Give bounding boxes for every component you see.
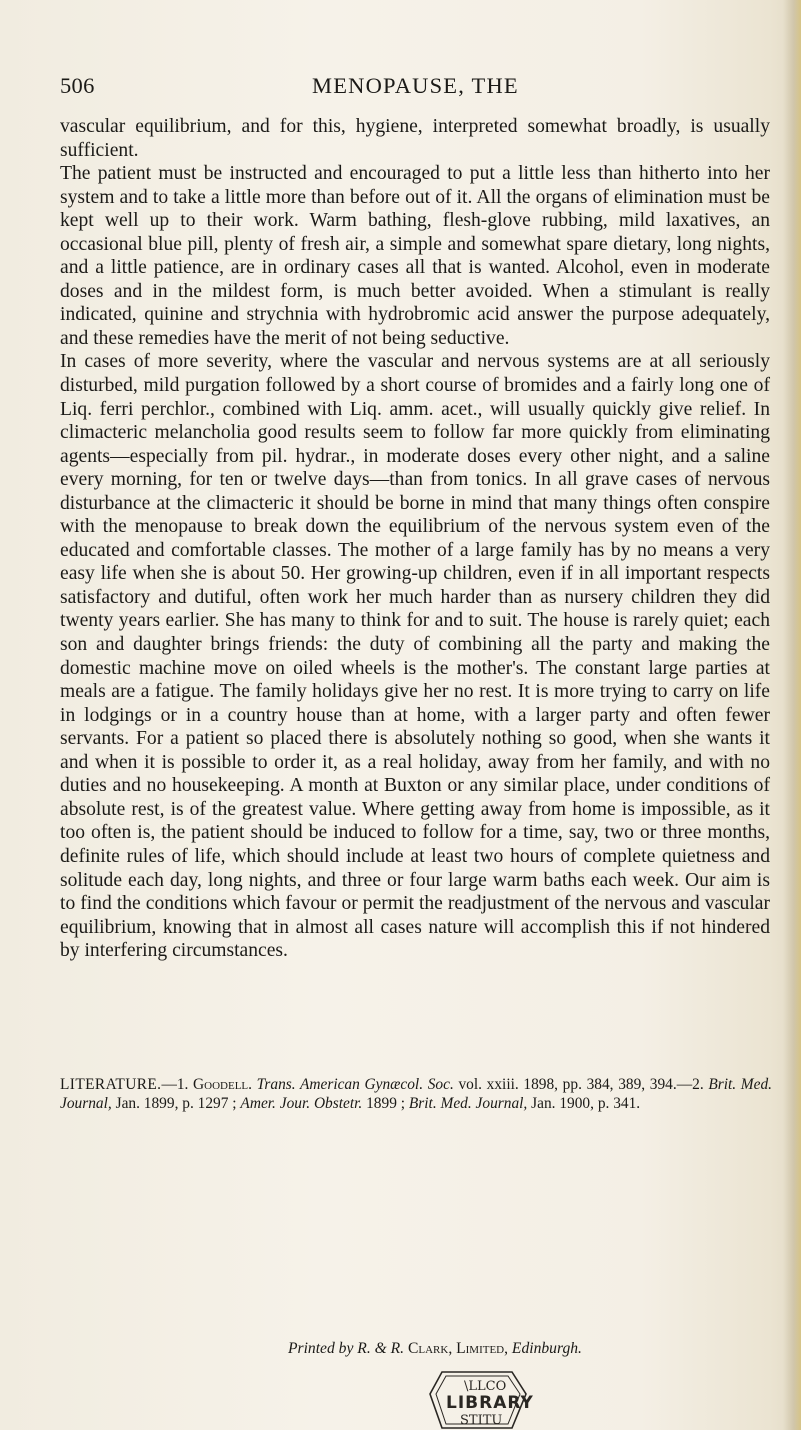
ref-2-detail: Jan. 1899, p. 1297 ; <box>111 1094 241 1112</box>
paragraph-severe-cases: In cases of more severity, where the vascular and nervous systems are at all seriously disturbed, mild purgation followed by a short course of bromides and a fairly long one of Liq. ferri perchlor., combined with Liq. amm. acet., will usually quickly give relief. In climacteric melancholia good results seem to follow far more quickly from eliminating agents—especially from pil. hydrar., in moderate doses every other night, and a saline every morning, for ten or twelve days—than from tonics. In all grave cases of nervous disturbance at the climacteric it should be borne in mind that many things often conspire with the menopause to break down the equilibrium of the nervous system even of the educated and comfortable classes. The mother of a large family has by no means a very easy life when she is about 50. Her growing-up children, even if in all important respects satisfactory and dutiful, often work her much harder than as nursery children they did twenty years earlier. She has many to think for and to suit. The house is rarely quiet; each son and daughter brings friends: the duty of combining all the party and making the domestic machine move on oiled wheels is the mother's. The constant large parties at meals are a fatigue. The family holidays give her no rest. It is more trying to carry on life in lodgings or in a country house than at home, with a larger party and often fewer servants. For a patient so placed there is absolutely nothing so good, when she wants it and when it is possible to order it, as a real holiday, away from her family, and with no duties and no housekeeping. A month at Buxton or any similar place, under conditions of absolute rest, is of the greatest value. Where getting away from home is impossible, as it too often is, the patient should be induced to follow for a time, say, two or three months, definite rules of life, which should include at least two hours of complete quietness and solitude each day, long nights, and three or four large warm baths each week. Our aim is to find the conditions which favour or permit the readjustment of the nervous and vascular equilibrium, knowing that in almost all cases nature will accomplish this if not hindered by interfering circumstances. <box>60 351 770 962</box>
ref-1-detail: vol. xxiii. 1898, pp. 384, 389, 394. <box>453 1076 677 1093</box>
page-number: 506 <box>60 73 95 98</box>
imprint-printer: Clark, Limited, <box>407 1340 509 1357</box>
stamp-middle-text: LIBRARY <box>446 1393 534 1413</box>
literature-references <box>60 1076 772 1113</box>
body-text <box>60 115 770 963</box>
running-title: MENOPAUSE, THE <box>312 73 519 98</box>
paragraph-continuation: vascular equilibrium, and for this, hygiene, interpreted somewhat broadly, is usually sufficient. <box>60 116 770 161</box>
paragraph-hygiene: The patient must be instructed and encouraged to put a little less than hitherto into her system and to take a little more than before out of it. All the organs of elimination must be kept well up to their work. Warm bathing, flesh-glove rubbing, mild laxatives, an occasional blue pill, plenty of fresh air, a simple and somewhat spare dietary, long nights, and a little patience, are in ordinary cases all that is wanted. Alcohol, even in moderate doses and in the mildest form, is much better avoided. When a stimulant is really indicated, quinine and strychnia with hydrobromic acid answer the purpose adequately, and these remedies have the merit of not being seductive. <box>60 163 770 349</box>
running-header <box>60 73 771 103</box>
ref-4-detail: Jan. 1900, p. 341. <box>527 1094 641 1112</box>
ref-3-journal: Amer. Jour. Obstetr. <box>240 1094 363 1112</box>
ref-2-number: —2. <box>676 1076 709 1093</box>
ref-1-number: —1. <box>161 1076 194 1093</box>
library-stamp <box>412 1356 542 1430</box>
stamp-bottom-text: STITU <box>460 1413 503 1428</box>
ref-2-journal: Brit. Med. Journal, <box>60 1076 772 1112</box>
ref-1-journal: Trans. American Gynæcol. Soc. <box>256 1076 454 1093</box>
ref-4-journal: Brit. Med. Journal, <box>408 1094 528 1112</box>
ref-3-detail: 1899 ; <box>362 1094 409 1112</box>
imprint-place: Edinburgh. <box>508 1340 582 1357</box>
imprint-printed-by: Printed by R. & R. <box>288 1340 408 1357</box>
page-edge-shadow <box>783 0 801 1430</box>
literature-heading: LITERATURE. <box>60 1076 162 1093</box>
library-stamp-icon <box>412 1356 542 1430</box>
ref-1-author: Goodell. <box>193 1076 252 1093</box>
stamp-top-text: \LLCO <box>464 1379 507 1394</box>
